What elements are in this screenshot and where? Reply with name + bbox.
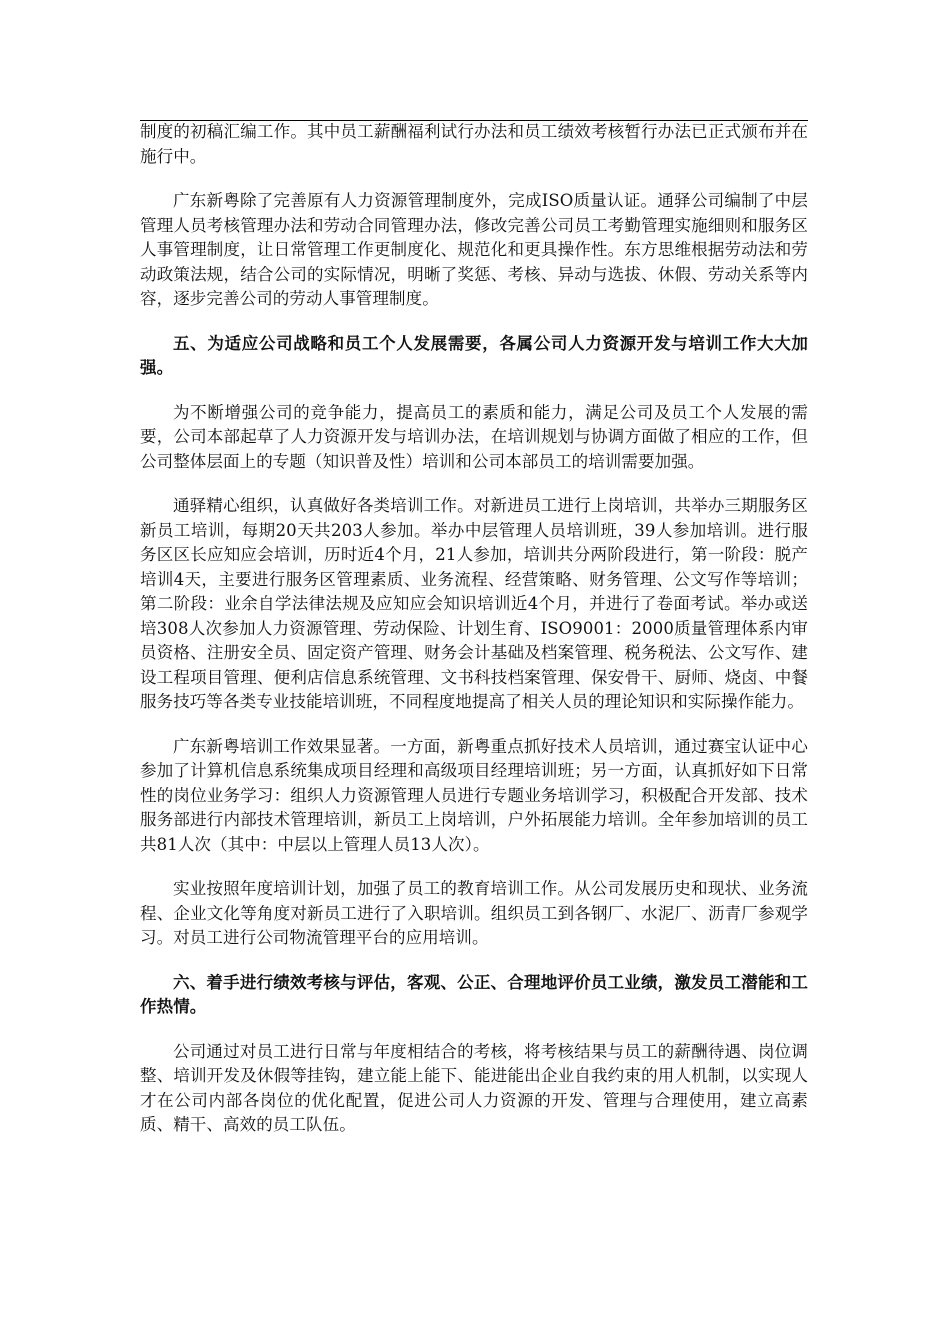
paragraph-continuation: 制度的初稿汇编工作。其中员工薪酬福利试行办法和员工绩效考核暂行办法已正式颁布并在施行中。 [140, 122, 808, 166]
paragraph-training-policy: 为不断增强公司的竞争能力，提高员工的素质和能力，满足公司及员工个人发展的需要，公司本部起草了人力资源开发与培训办法，在培训规划与协调方面做了相应的工作，但公司整体层面上的专题（知识普及性）培训和公司本部员工的培训需要加强。 [140, 402, 808, 471]
paragraph-performance-appraisal: 公司通过对员工进行日常与年度相结合的考核，将考核结果与员工的薪酬待遇、岗位调整、培训开发及休假等挂钩，建立能上能下、能进能出企业自我约束的用人机制，以实现人才在公司内部各岗位的优化配置，促进公司人力资源的开发、管理与合理使用，建立高素质、精干、高效的员工队伍。 [140, 1041, 808, 1134]
paragraph-tongyi-training: 通驿精心组织，认真做好各类培训工作。对新进员工进行上岗培训，共举办三期服务区新员工培训，每期20天共203人参加。举办中层管理人员培训班，39人参加培训。进行服务区区长应知应会培训，历时近4个月，21人参加，培训共分两阶段进行，第一阶段：脱产培训4天，主要进行服务区管理素质、业务流程、经营策略、财务管理、公文写作等培训；第二阶段：业余自学法律法规及应知应会知识培训近4个月，并进行了卷面考试。举办或送培308人次参加人力资源管理、劳动保险、计划生育、ISO9001：2000质量管理体系内审员资格、注册安全员、固定资产管理、财务会计基础及档案管理、税务税法、公文写作、建设工程项目管理、便利店信息系统管理、文书科技档案管理、保安骨干、厨师、烧卤、中餐服务技巧等各类专业技能培训班，不同程度地提高了相关人员的理论知识和实际操作能力。 [140, 496, 808, 711]
paragraph-shiye-training: 实业按照年度培训计划，加强了员工的教育培训工作。从公司发展历史和现状、业务流程、企业文化等角度对新员工进行了入职培训。组织员工到各钢厂、水泥厂、沥青厂参观学习。对员工进行公司物流管理平台的应用培训。 [140, 879, 808, 947]
paragraph-xinyue-training: 广东新粤培训工作效果显著。一方面，新粤重点抓好技术人员培训，通过赛宝认证中心参加了计算机信息系统集成项目经理和高级项目经理培训班；另一方面，认真抓好如下日常性的岗位业务学习：组织人力资源管理人员进行专题业务培训学习，积极配合开发部、技术服务部进行内部技术管理培训，新员工上岗培训，户外拓展能力培训。全年参加培训的员工共81人次（其中：中层以上管理人员13人次）。 [140, 736, 808, 854]
section-heading-5: 五、为适应公司战略和员工个人发展需要，各属公司人力资源开发与培训工作大大加强。 [140, 333, 808, 377]
paragraph-guangdong-xinyue-system: 广东新粤除了完善原有人力资源管理制度外，完成ISO质量认证。通驿公司编制了中层管理人员考核管理办法和劳动合同管理办法，修改完善公司员工考勤管理实施细则和服务区人事管理制度，让日常管理工作更制度化、规范化和更具操作性。东方思维根据劳动法和劳动政策法规，结合公司的实际情况，明晰了奖惩、考核、异动与选拔、休假、劳动关系等内容，逐步完善公司的劳动人事管理制度。 [140, 191, 808, 308]
section-heading-6: 六、着手进行绩效考核与评估，客观、公正、合理地评价员工业绩，激发员工潜能和工作热情。 [140, 972, 808, 1016]
document-body [140, 120, 808, 1138]
